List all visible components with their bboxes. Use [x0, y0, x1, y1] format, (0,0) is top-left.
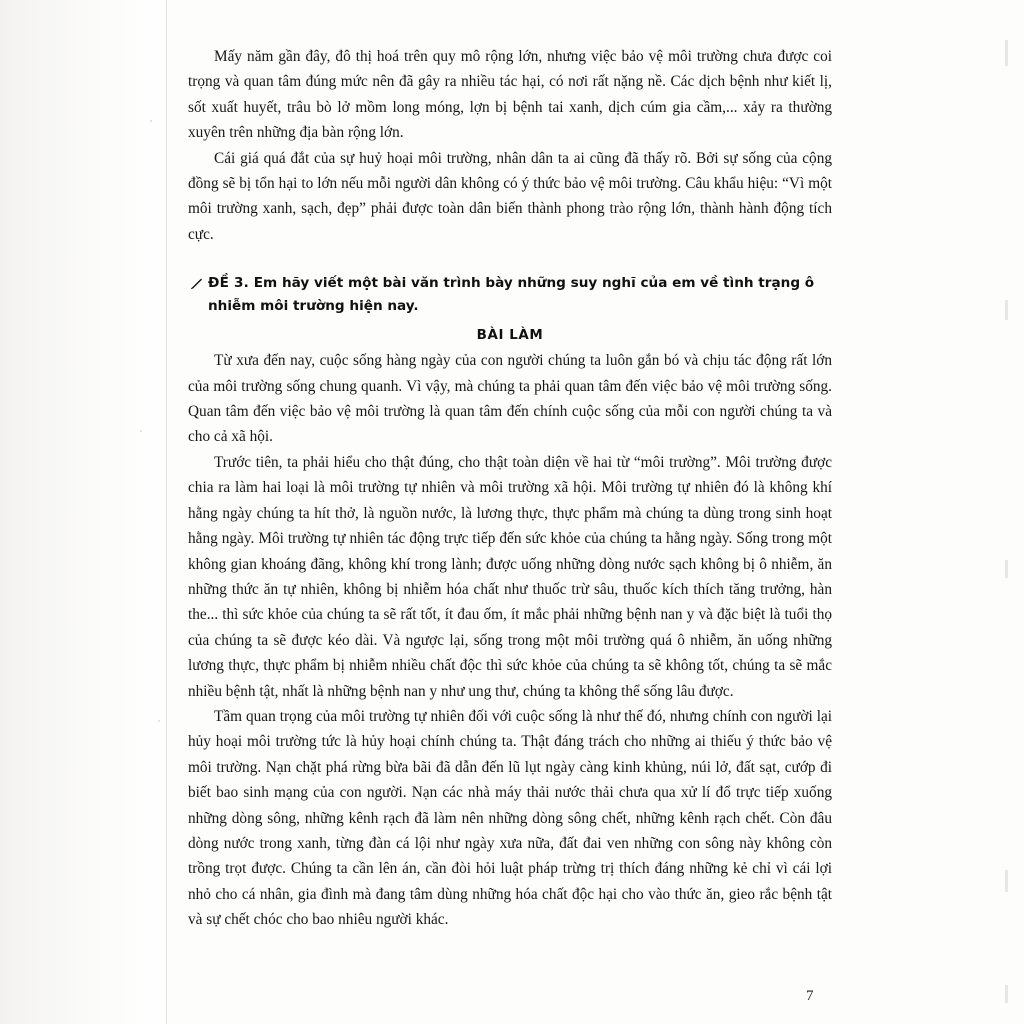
scan-speckle	[158, 720, 160, 722]
exercise-heading	[188, 272, 832, 318]
section-spacer	[188, 247, 832, 266]
body-paragraph-2: Trước tiên, ta phải hiểu cho thật đúng, cho thật toàn diện về hai từ “môi trường”. Môi trường được chia ra làm hai loại là môi trường tự nhiên và môi trường xã hội. Môi trường tự nhiên đó là không khí hằng ngày chúng ta hít thở, là nguồn nước, là lương thực, thực phẩm mà chúng ta dùng trong sinh hoạt hằng ngày. Môi trường tự nhiên tác động trực tiếp đến sức khỏe của chúng ta hằng ngày. Sống trong một không gian khoáng đãng, không khí trong lành; được uống những dòng nước sạch không bị ô nhiễm, ăn những thức ăn tự nhiên, không bị nhiễm hóa chất như thuốc trừ sâu, thuốc kích thích tăng trưởng, hàn the... thì sức khỏe của chúng ta sẽ rất tốt, ít đau ốm, ít mắc phải những bệnh nan y và đặc biệt là tuổi thọ của chúng ta sẽ được kéo dài. Và ngược lại, sống trong một môi trường quá ô nhiễm, ăn uống những lương thực, thực phẩm bị nhiễm nhiều chất độc thì sức khỏe của chúng ta sẽ không tốt, chúng ta sẽ mắc nhiều bệnh tật, nhất là những bệnh nan y như ung thư, chúng ta không thể sống lâu được.	[188, 453, 832, 700]
book-spine-shading	[0, 0, 168, 1024]
scan-speckle	[140, 430, 142, 432]
page-edge-mark	[1005, 40, 1008, 66]
page-content	[188, 44, 832, 933]
page-edge-mark	[1005, 985, 1008, 1003]
exercise-heading-text	[208, 272, 832, 318]
spine-edge-line	[166, 0, 167, 1024]
page-edge-mark	[1005, 870, 1008, 892]
exercise-number: ĐỀ 3.	[208, 275, 250, 292]
pen-icon	[190, 276, 204, 290]
paragraph-intro-1: Mấy năm gần đây, đô thị hoá trên quy mô rộng lớn, nhưng việc bảo vệ môi trường chưa được coi trọng và quan tâm đúng mức nên đã gây ra nhiều tác hại, có nơi rất nặng nề. Các dịch bệnh như kiết lị, sốt xuất huyết, trâu bò lở mồm long móng, lợn bị bệnh tai xanh, dịch cúm gia cầm,... xảy ra thường xuyên trên những địa bàn rộng lớn.	[188, 48, 832, 142]
body-paragraph-3: Tầm quan trọng của môi trường tự nhiên đối với cuộc sống là như thế đó, nhưng chính con người lại hủy hoại môi trường tức là hủy hoại chính chúng ta. Thật đáng trách cho những ai thiếu ý thức bảo vệ môi trường. Nạn chặt phá rừng bừa bãi đã dẫn đến lũ lụt ngày càng kinh khủng, núi lở, đất sạt, cướp đi biết bao sinh mạng của con người. Nạn các nhà máy thải nước thải chưa qua xử lí đổ trực tiếp xuống những dòng sông, những kênh rạch đã làm nên những dòng sông chết, những kênh rạch chết. Còn đâu dòng nước trong xanh, từng đàn cá lội như ngày xưa nữa, đất đai ven những con sông này không còn trồng trọt được. Chúng ta cần lên án, cần đòi hỏi luật pháp trừng trị thích đáng những kẻ chỉ vì cái lợi nhỏ cho cá nhân, gia đình mà đang tâm dùng những hóa chất độc hại cho vào thức ăn, gieo rắc bệnh tật và sự chết chóc cho bao nhiêu người khác.	[188, 707, 832, 929]
paragraph-intro-2: Cái giá quá đắt của sự huỷ hoại môi trường, nhân dân ta ai cũng đã thấy rõ. Bởi sự sống của cộng đồng sẽ bị tổn hại to lớn nếu mỗi người dân không có ý thức bảo vệ môi trường. Câu khẩu hiệu: “Vì một môi trường xanh, sạch, đẹp” phải được toàn dân biến thành phong trào rộng lớn, thành hành động tích cực.	[188, 149, 832, 243]
exercise-prompt: Em hãy viết một bài văn trình bày những suy nghĩ của em về tình trạng ô nhiễm môi trường hiện nay.	[208, 275, 815, 315]
scan-speckle	[150, 120, 152, 122]
section-title: BÀI LÀM	[476, 328, 544, 344]
body-paragraph-1: Từ xưa đến nay, cuộc sống hàng ngày của con người chúng ta luôn gắn bó và chịu tác động rất lớn của môi trường sống chung quanh. Vì vậy, mà chúng ta phải quan tâm đến việc bảo vệ môi trường sống. Quan tâm đến việc bảo vệ môi trường là quan tâm đến chính cuộc sống của mỗi con người chúng ta và cho cả xã hội.	[188, 352, 832, 446]
page-edge-mark	[1005, 560, 1008, 578]
page-edge-mark	[1005, 300, 1008, 320]
page-number: 7	[806, 988, 814, 1004]
